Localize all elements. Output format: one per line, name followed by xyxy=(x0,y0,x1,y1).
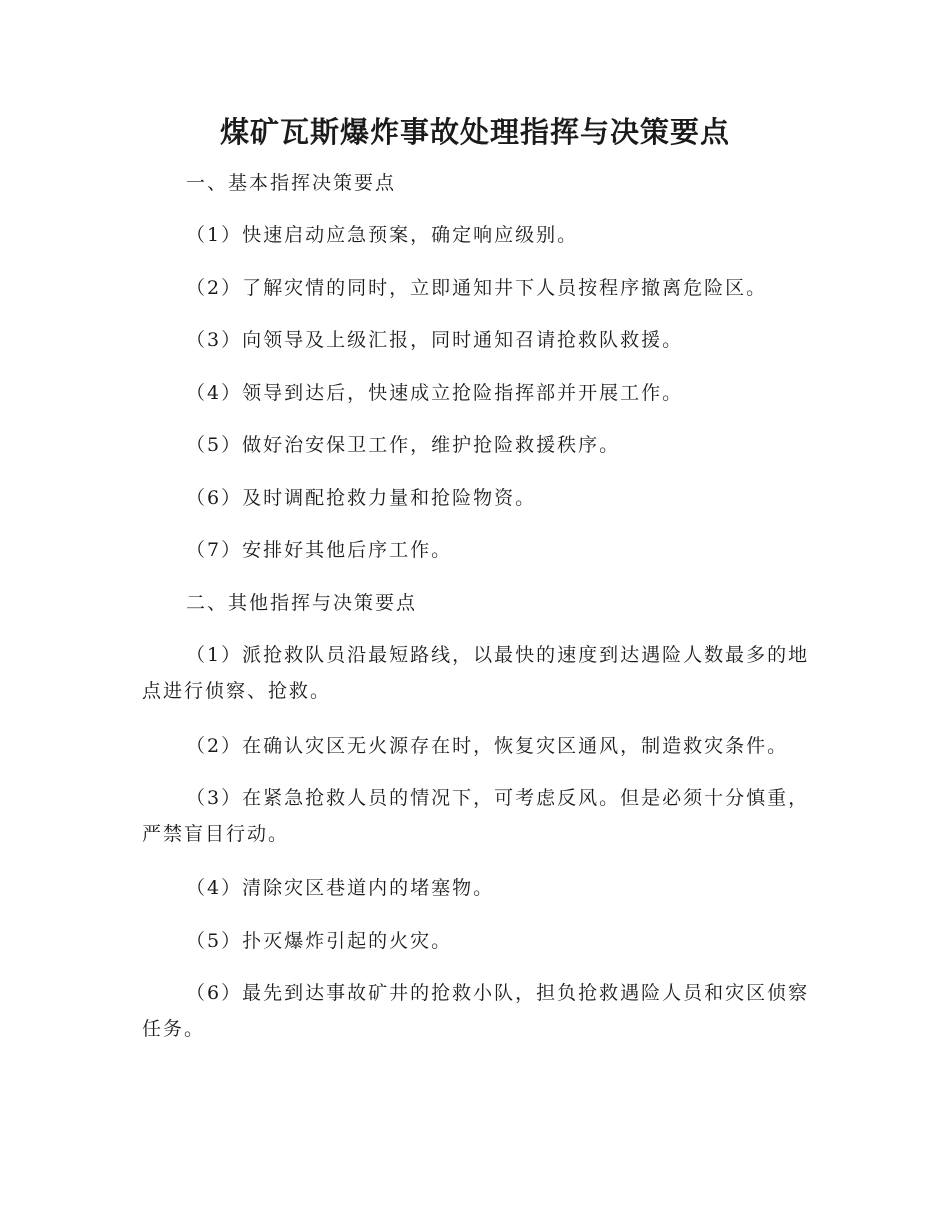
document-title: 煤矿瓦斯爆炸事故处理指挥与决策要点 xyxy=(219,115,730,149)
paragraph-basic-6: （6）及时调配抢救力量和抢险物资。 xyxy=(186,487,537,509)
paragraph-other-3: （3）在紧急抢救人员的情况下，可考虑反风。但是必须十分慎重，严禁盲目行动。 xyxy=(142,787,810,845)
section-heading-basic: 一、基本指挥决策要点 xyxy=(186,172,397,194)
paragraph-other-2: （2）在确认灾区无火源存在时，恢复灾区通风，制造救灾条件。 xyxy=(186,735,789,757)
paragraph-basic-4: （4）领导到达后，快速成立抢险指挥部并开展工作。 xyxy=(186,382,684,404)
paragraph-other-5: （5）扑灭爆炸引起的火灾。 xyxy=(186,930,453,952)
paragraph-other-6: （6）最先到达事故矿井的抢救小队，担负抢救遇险人员和灾区侦察任务。 xyxy=(142,982,810,1040)
paragraph-basic-3: （3）向领导及上级汇报，同时通知召请抢救队救援。 xyxy=(186,329,684,351)
paragraph-other-1: （1）派抢救队员沿最短路线，以最快的速度到达遇险人数最多的地点进行侦察、抢救。 xyxy=(142,644,810,702)
paragraph-basic-1: （1）快速启动应急预案，确定响应级别。 xyxy=(186,224,579,246)
paragraph-basic-2: （2）了解灾情的同时，立即通知井下人员按程序撤离危险区。 xyxy=(186,277,768,299)
section-heading-other: 二、其他指挥与决策要点 xyxy=(186,592,418,614)
paragraph-basic-7: （7）安排好其他后序工作。 xyxy=(186,539,453,561)
paragraph-other-4: （4）清除灾区巷道内的堵塞物。 xyxy=(186,877,495,899)
paragraph-basic-5: （5）做好治安保卫工作，维护抢险救援秩序。 xyxy=(186,434,621,456)
